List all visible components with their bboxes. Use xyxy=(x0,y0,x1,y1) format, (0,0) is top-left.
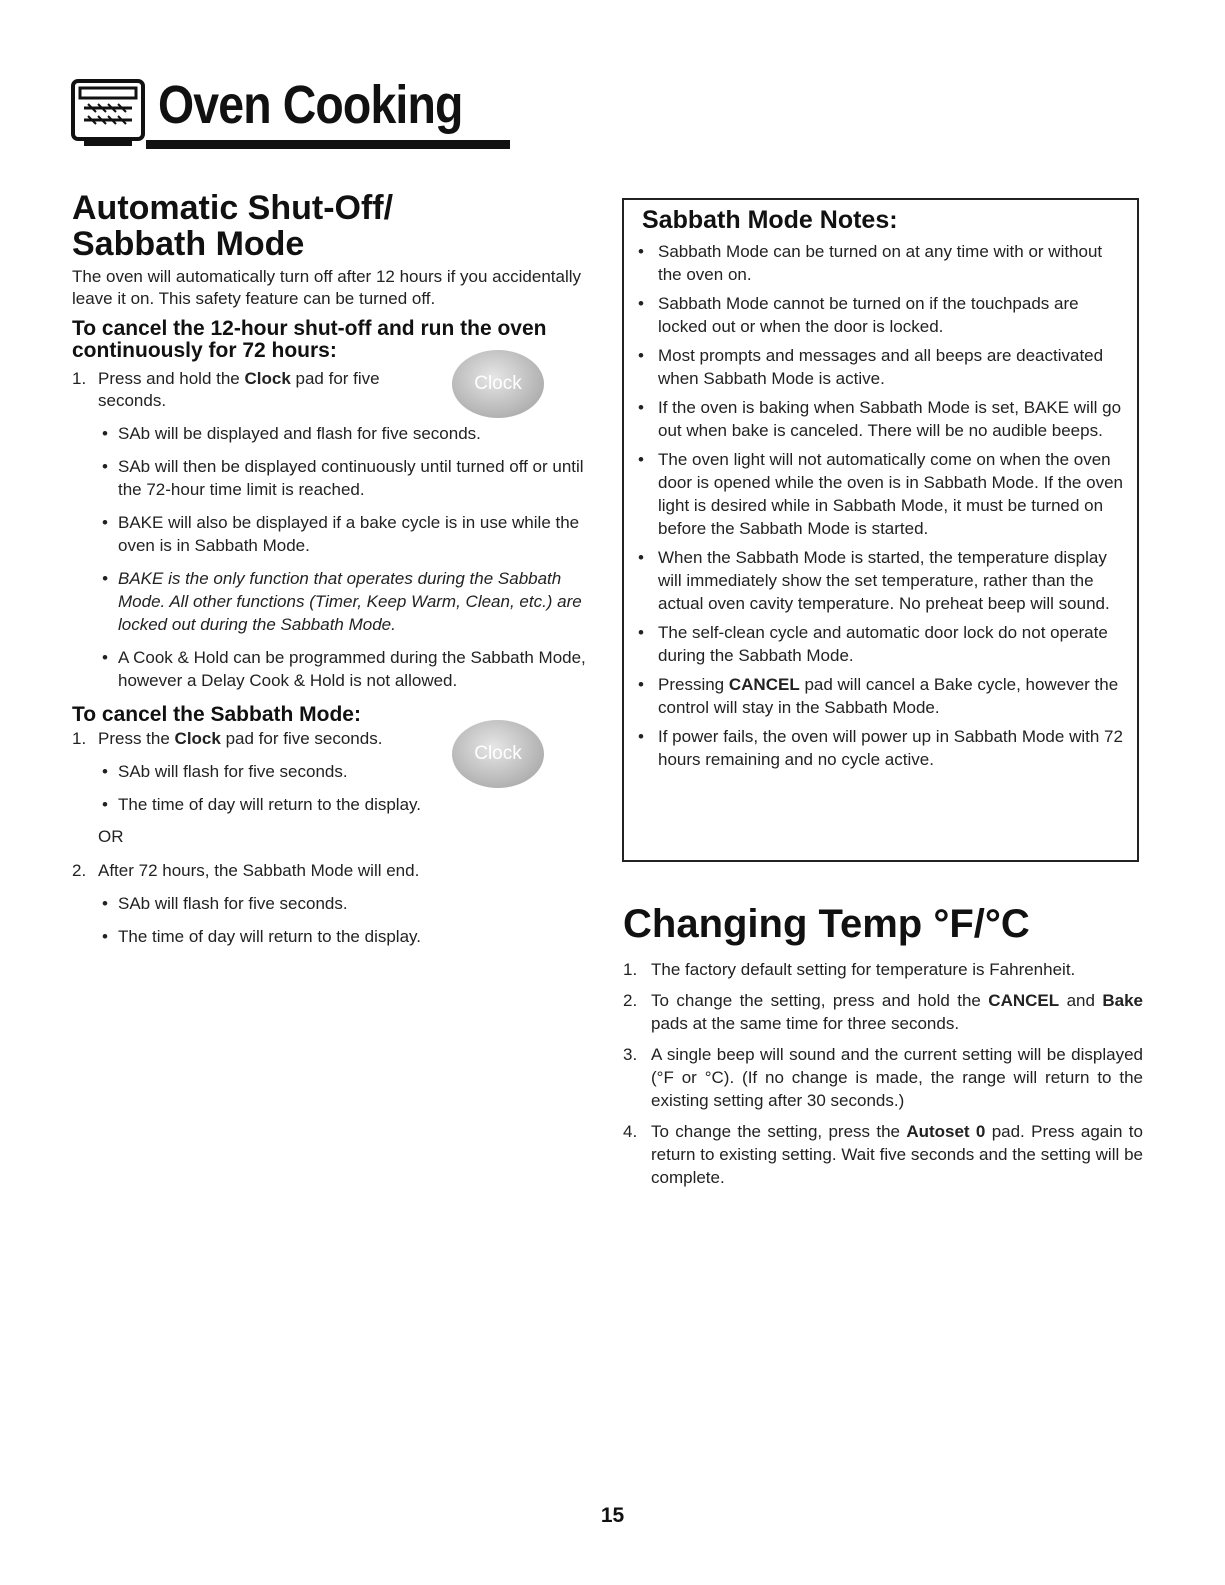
step-text-pre: To change the setting, press the xyxy=(651,1122,907,1141)
step-number: 1. xyxy=(623,960,638,979)
page-header xyxy=(70,68,463,156)
bullet-icon: • xyxy=(102,513,108,532)
step-text-bold: Clock xyxy=(244,369,291,388)
list-item xyxy=(624,673,1123,719)
clock-pad-label: Clock xyxy=(474,743,522,764)
page-header-title: Oven Cooking xyxy=(158,75,463,135)
clock-pad-label: Clock xyxy=(474,373,522,394)
step-text xyxy=(72,368,432,412)
bullet-icon: • xyxy=(102,795,108,814)
bullet-icon: • xyxy=(102,648,108,667)
list-item-text: The oven light will not automatically come on when the oven door is opened while the oven is in Sabbath Mode. If the oven light is desired while in Sabbath Mode, it must be turned on before the Sabbath Mode is started. xyxy=(658,450,1123,538)
list-item xyxy=(624,396,1123,442)
clock-pad-icon xyxy=(452,720,544,788)
bullet-icon: • xyxy=(102,569,108,588)
list-item xyxy=(624,546,1123,615)
bullet-icon: • xyxy=(638,727,644,746)
list-item-text: SAb will be displayed and flash for five seconds. xyxy=(118,424,481,443)
temp-step-1 xyxy=(623,958,1143,981)
step-text: A single beep will sound and the current setting will be displayed (°F or °C). (If no change is made, the range will return to the existing setting after 30 seconds.) xyxy=(651,1045,1143,1110)
temp-step-4 xyxy=(623,1120,1143,1189)
list-item-text: Most prompts and messages and all beeps are deactivated when Sabbath Mode is active. xyxy=(658,346,1104,388)
list-item-text: SAb will then be displayed continuously until turned off or until the 72-hour time limit is reached. xyxy=(118,457,584,499)
bullet-icon: • xyxy=(638,548,644,567)
list-item-text: If power fails, the oven will power up in Sabbath Mode with 72 hours remaining and no cycle active. xyxy=(658,727,1123,769)
list-item-text: BAKE is the only function that operates during the Sabbath Mode. All other functions (Timer, Keep Warm, Clean, etc.) are locked out during the Sabbath Mode. xyxy=(118,569,582,634)
bullet-icon: • xyxy=(638,346,644,365)
section-intro: The oven will automatically turn off after 12 hours if you accidentally leave it on. This safety feature can be turned off. xyxy=(72,267,582,308)
list-item xyxy=(624,725,1123,771)
bullet-icon: • xyxy=(638,450,644,469)
list-item-text: A Cook & Hold can be programmed during the Sabbath Mode, however a Delay Cook & Hold is not allowed. xyxy=(118,648,586,690)
step-text-bold-cancel: CANCEL xyxy=(988,991,1060,1010)
bullet-icon: • xyxy=(102,762,108,781)
bullet-icon: • xyxy=(102,927,108,946)
subheading-cancel-sabbath: To cancel the Sabbath Mode: xyxy=(72,703,361,726)
temp-step-3 xyxy=(623,1043,1143,1112)
clock-pad-icon xyxy=(452,350,544,418)
page-number: 15 xyxy=(600,1504,625,1527)
step-text-bold: Autoset 0 xyxy=(906,1122,986,1141)
list-item-text: Sabbath Mode can be turned on at any time with or without the oven on. xyxy=(658,242,1103,284)
section-title-line2: Sabbath Mode xyxy=(72,225,305,263)
list-item xyxy=(624,344,1123,390)
step-number: 2. xyxy=(623,991,638,1010)
step-number: 1. xyxy=(72,729,87,748)
or-text: OR xyxy=(98,827,124,846)
list-item xyxy=(624,292,1123,338)
temp-title: Changing Temp °F/°C xyxy=(623,902,1030,946)
list-item xyxy=(624,448,1123,540)
list-item-text: SAb will flash for five seconds. xyxy=(118,762,348,781)
list-item xyxy=(72,892,592,915)
step-text-bold-bake: Bake xyxy=(1102,991,1143,1010)
list-item xyxy=(72,567,592,636)
step-text: The factory default setting for temperature is Fahrenheit. xyxy=(651,960,1076,979)
step-text: After 72 hours, the Sabbath Mode will end. xyxy=(98,861,420,880)
step-text-pre: To change the setting, press and hold the xyxy=(651,991,989,1010)
temp-section xyxy=(623,902,1143,1197)
list-item-text: The time of day will return to the display. xyxy=(118,795,421,814)
list-item-text: Sabbath Mode cannot be turned on if the touchpads are locked out or when the door is locked. xyxy=(658,294,1079,336)
notes-title: Sabbath Mode Notes: xyxy=(642,206,898,234)
step-2 xyxy=(72,860,592,882)
bullet-icon: • xyxy=(102,894,108,913)
bullet-icon: • xyxy=(638,675,644,694)
step-text-post: pad for five seconds. xyxy=(98,369,380,410)
temp-step-2 xyxy=(623,989,1143,1035)
step-text-bold: Clock xyxy=(174,729,221,748)
bullet-icon: • xyxy=(102,457,108,476)
bullet-icon: • xyxy=(638,294,644,313)
header-rule xyxy=(146,140,510,149)
list-item xyxy=(624,621,1123,667)
step-text-post: pads at the same time for three seconds. xyxy=(651,1014,960,1033)
list-item-text: When the Sabbath Mode is started, the temperature display will immediately show the set temperature, rather than the actual oven cavity temperature. No preheat beep will sound. xyxy=(658,548,1110,613)
list-item-text: The time of day will return to the display. xyxy=(118,927,421,946)
list-item-text: BAKE will also be displayed if a bake cycle is in use while the oven is in Sabbath Mode. xyxy=(118,513,580,555)
bullet-icon: • xyxy=(102,424,108,443)
list-item-text-bold: CANCEL xyxy=(728,675,800,694)
step-1 xyxy=(72,368,432,412)
bullet-icon: • xyxy=(638,623,644,642)
sabbath-notes-box xyxy=(622,198,1139,862)
list-item xyxy=(72,925,592,948)
step-number: 1. xyxy=(72,369,87,388)
sabbath-section xyxy=(72,190,592,948)
step-number: 2. xyxy=(72,861,87,880)
bullet-icon: • xyxy=(638,398,644,417)
list-item-text: If the oven is baking when Sabbath Mode is set, BAKE will go out when bake is canceled. There will be no audible beeps. xyxy=(658,398,1122,440)
subheading-cancel-shutoff: To cancel the 12-hour shut-off and run the oven continuously for 72 hours: xyxy=(72,317,547,362)
step-text-pre: Press and hold the xyxy=(98,369,245,388)
step-number: 3. xyxy=(623,1045,638,1064)
step-text-mid: and xyxy=(1059,991,1103,1010)
step-text-pre: Press the xyxy=(98,729,175,748)
oven-icon xyxy=(70,78,146,148)
list-item xyxy=(72,646,592,692)
list-item-text: SAb will flash for five seconds. xyxy=(118,894,348,913)
list-item xyxy=(72,422,592,445)
list-item-text-post: pad will cancel a Bake cycle, however the control will stay in the Sabbath Mode. xyxy=(658,675,1119,717)
list-item xyxy=(72,455,592,501)
list-item-text-pre: Pressing xyxy=(658,675,729,694)
step-number: 4. xyxy=(623,1122,638,1141)
or-label xyxy=(72,826,592,848)
bullet-icon: • xyxy=(638,242,644,261)
list-item xyxy=(624,240,1123,286)
list-item xyxy=(72,793,592,816)
list-item xyxy=(72,511,592,557)
section-title-line1: Automatic Shut-Off/ xyxy=(72,189,394,227)
list-item-text: The self-clean cycle and automatic door lock do not operate during the Sabbath Mode. xyxy=(658,623,1108,665)
step-text-post: pad. Press again to return to existing setting. Wait five seconds and the setting will be complete. xyxy=(651,1122,1143,1187)
step-text-post: pad for five seconds. xyxy=(220,729,383,748)
